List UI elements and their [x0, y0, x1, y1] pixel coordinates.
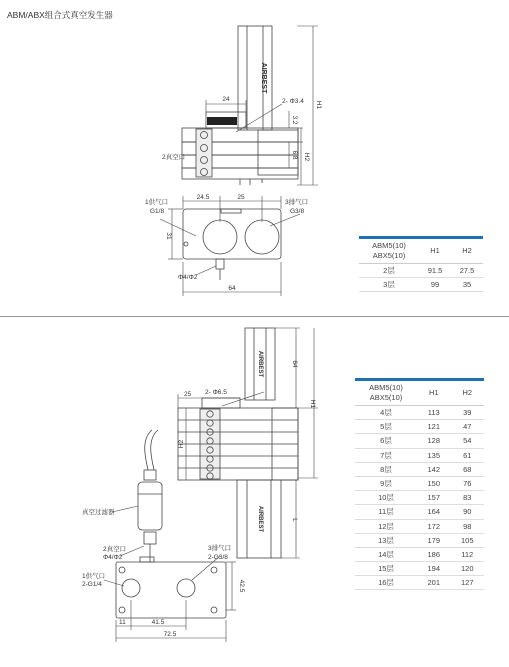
table-row: [355, 448, 484, 462]
cell-h2: 127: [451, 576, 485, 590]
cell-h1: 142: [417, 462, 451, 476]
cell-h1: 157: [417, 491, 451, 505]
top-supply-hole: [203, 220, 237, 254]
brand-label-top: AIRBEST: [260, 62, 267, 94]
bottom-filter-assembly: [138, 430, 162, 562]
cell-layer: 12层: [355, 519, 417, 533]
cell-h1: 150: [417, 476, 451, 490]
header-model: [359, 239, 419, 264]
bottom-dim-h1: H1: [309, 399, 316, 409]
table-row: [355, 533, 484, 547]
top-pin-note: Φ4/Φ2: [178, 274, 198, 281]
top-dim-31: 31: [165, 232, 172, 240]
bottom-supply-thread: 2-G1/4: [82, 581, 102, 588]
cell-h1: 113: [417, 406, 451, 420]
page-title: ABM/ABX组合式真空发生器: [7, 10, 113, 20]
cell-layer: 16层: [355, 576, 417, 590]
header-model-line2: ABX5(10): [372, 251, 406, 260]
bottom-dim-64: 64: [291, 360, 298, 368]
cell-layer: 11层: [355, 505, 417, 519]
cell-h2: 61: [451, 448, 485, 462]
cell-layer: 10层: [355, 491, 417, 505]
cell-layer: 14层: [355, 547, 417, 561]
top-dim-6-8: 6.8: [291, 150, 298, 160]
top-vacuum-port-label: 2真空口: [162, 154, 186, 161]
bottom-base-plan: [116, 557, 226, 618]
cell-h1: 91.5: [419, 264, 451, 278]
cell-h2: 76: [451, 476, 485, 490]
cell-h1: 179: [417, 533, 451, 547]
table-row: [355, 462, 484, 476]
cell-h1: 194: [417, 562, 451, 576]
cell-h1: 201: [417, 576, 451, 590]
top-exhaust-thread: G3/8: [290, 208, 305, 215]
bottom-exhaust-port-label: 3排气口: [208, 545, 232, 552]
top-exhaust-port-label: 3排气口: [285, 199, 309, 206]
top-hole-note: 2- Φ3.4: [282, 98, 304, 105]
header-h1: H1: [419, 239, 451, 264]
bottom-vacuum-pin: Φ4/Φ2: [103, 554, 123, 561]
cell-h2: 83: [451, 491, 485, 505]
cell-layer: 15层: [355, 562, 417, 576]
bottom-hole-note: 2- Φ6.5: [205, 389, 227, 396]
header-model-line1: ABM5(10): [369, 383, 403, 392]
cell-h2: 112: [451, 547, 485, 561]
top-dim-3-2: 3.2: [291, 115, 298, 125]
top-exhaust-hole: [245, 220, 279, 254]
table-row: [355, 505, 484, 519]
table-row: [355, 434, 484, 448]
top-supply-port-label: 1供气口: [145, 199, 169, 206]
top-supply-thread: G1/8: [150, 208, 165, 215]
header-model-line2: ABX5(10): [369, 393, 403, 402]
header-h1: H1: [417, 381, 451, 406]
table-row: [355, 547, 484, 561]
top-dim-24: 24: [222, 96, 230, 103]
header-model: [355, 381, 417, 406]
cell-h2: 120: [451, 562, 485, 576]
table-row: [355, 562, 484, 576]
cell-h2: 54: [451, 434, 485, 448]
cell-h1: 99: [419, 278, 451, 292]
cell-h2: 90: [451, 505, 485, 519]
table-row: [355, 406, 484, 420]
top-dim-25: 25: [237, 194, 245, 201]
bottom-dim-72-5: 72.5: [163, 631, 177, 638]
top-dim-64: 64: [228, 285, 236, 292]
table-header-row: [355, 381, 484, 406]
header-h2: H2: [451, 239, 483, 264]
cell-layer: 13层: [355, 533, 417, 547]
brand-label-bottom-lower: AIRBEST: [257, 505, 263, 533]
top-dim-24-5: 24.5: [196, 194, 210, 201]
cell-layer: 4层: [355, 406, 417, 420]
filter-label: 真空过滤器: [82, 509, 115, 516]
bottom-dim-l: L: [291, 518, 298, 522]
cell-layer: 7层: [355, 448, 417, 462]
top-side-view: [182, 26, 298, 185]
cell-h1: 121: [417, 420, 451, 434]
cell-h2: 35: [451, 278, 483, 292]
cell-layer: 6层: [355, 434, 417, 448]
bottom-dim-25: 25: [184, 391, 192, 398]
bottom-dim-42-5: 42.5: [238, 579, 245, 593]
top-plan-view: [183, 209, 281, 280]
bottom-side-view: [178, 328, 298, 558]
top-plan-dims: [160, 196, 300, 296]
spec-table-4-16-layers: [355, 378, 484, 590]
cell-layer: 2层: [359, 264, 419, 278]
bottom-exhaust-thread: 2-G3/8: [208, 554, 228, 561]
cell-h2: 39: [451, 406, 485, 420]
cell-h2: 68: [451, 462, 485, 476]
header-model-line1: ABM5(10): [372, 241, 406, 250]
table-row: [355, 420, 484, 434]
table-row: [355, 519, 484, 533]
cell-layer: 9层: [355, 476, 417, 490]
cell-layer: 3层: [359, 278, 419, 292]
cell-h1: 172: [417, 519, 451, 533]
cell-h2: 98: [451, 519, 485, 533]
bottom-dim-11: 11: [119, 619, 126, 626]
cell-h1: 186: [417, 547, 451, 561]
top-dim-h1: H1: [315, 100, 322, 110]
table-row: [359, 278, 483, 292]
bottom-vacuum-port-label: 2真空口: [103, 546, 127, 553]
top-side-dims: [206, 26, 318, 185]
base-plate: [116, 562, 226, 618]
filter-body: [138, 482, 162, 530]
cell-h2: 27.5: [451, 264, 483, 278]
bottom-supply-port-label: 1供气口: [82, 573, 106, 580]
cell-h2: 105: [451, 533, 485, 547]
top-dim-h2: H2: [303, 152, 310, 162]
table-header-row: [359, 239, 483, 264]
bottom-dim-41-5: 41.5: [151, 619, 165, 626]
table-row: [355, 476, 484, 490]
cell-layer: 5层: [355, 420, 417, 434]
header-h2: H2: [451, 381, 485, 406]
spec-table-2-3-layers: [359, 236, 483, 292]
cell-h2: 47: [451, 420, 485, 434]
cell-h1: 128: [417, 434, 451, 448]
bottom-dim-h2: H2: [178, 439, 185, 449]
cell-h1: 135: [417, 448, 451, 462]
table-row: [355, 576, 484, 590]
table-row: [355, 491, 484, 505]
brand-label-bottom-upper: AIRBEST: [257, 350, 263, 378]
table-row: [359, 264, 483, 278]
cell-h1: 164: [417, 505, 451, 519]
cell-layer: 8层: [355, 462, 417, 476]
top-drawing-labels: [145, 96, 322, 292]
